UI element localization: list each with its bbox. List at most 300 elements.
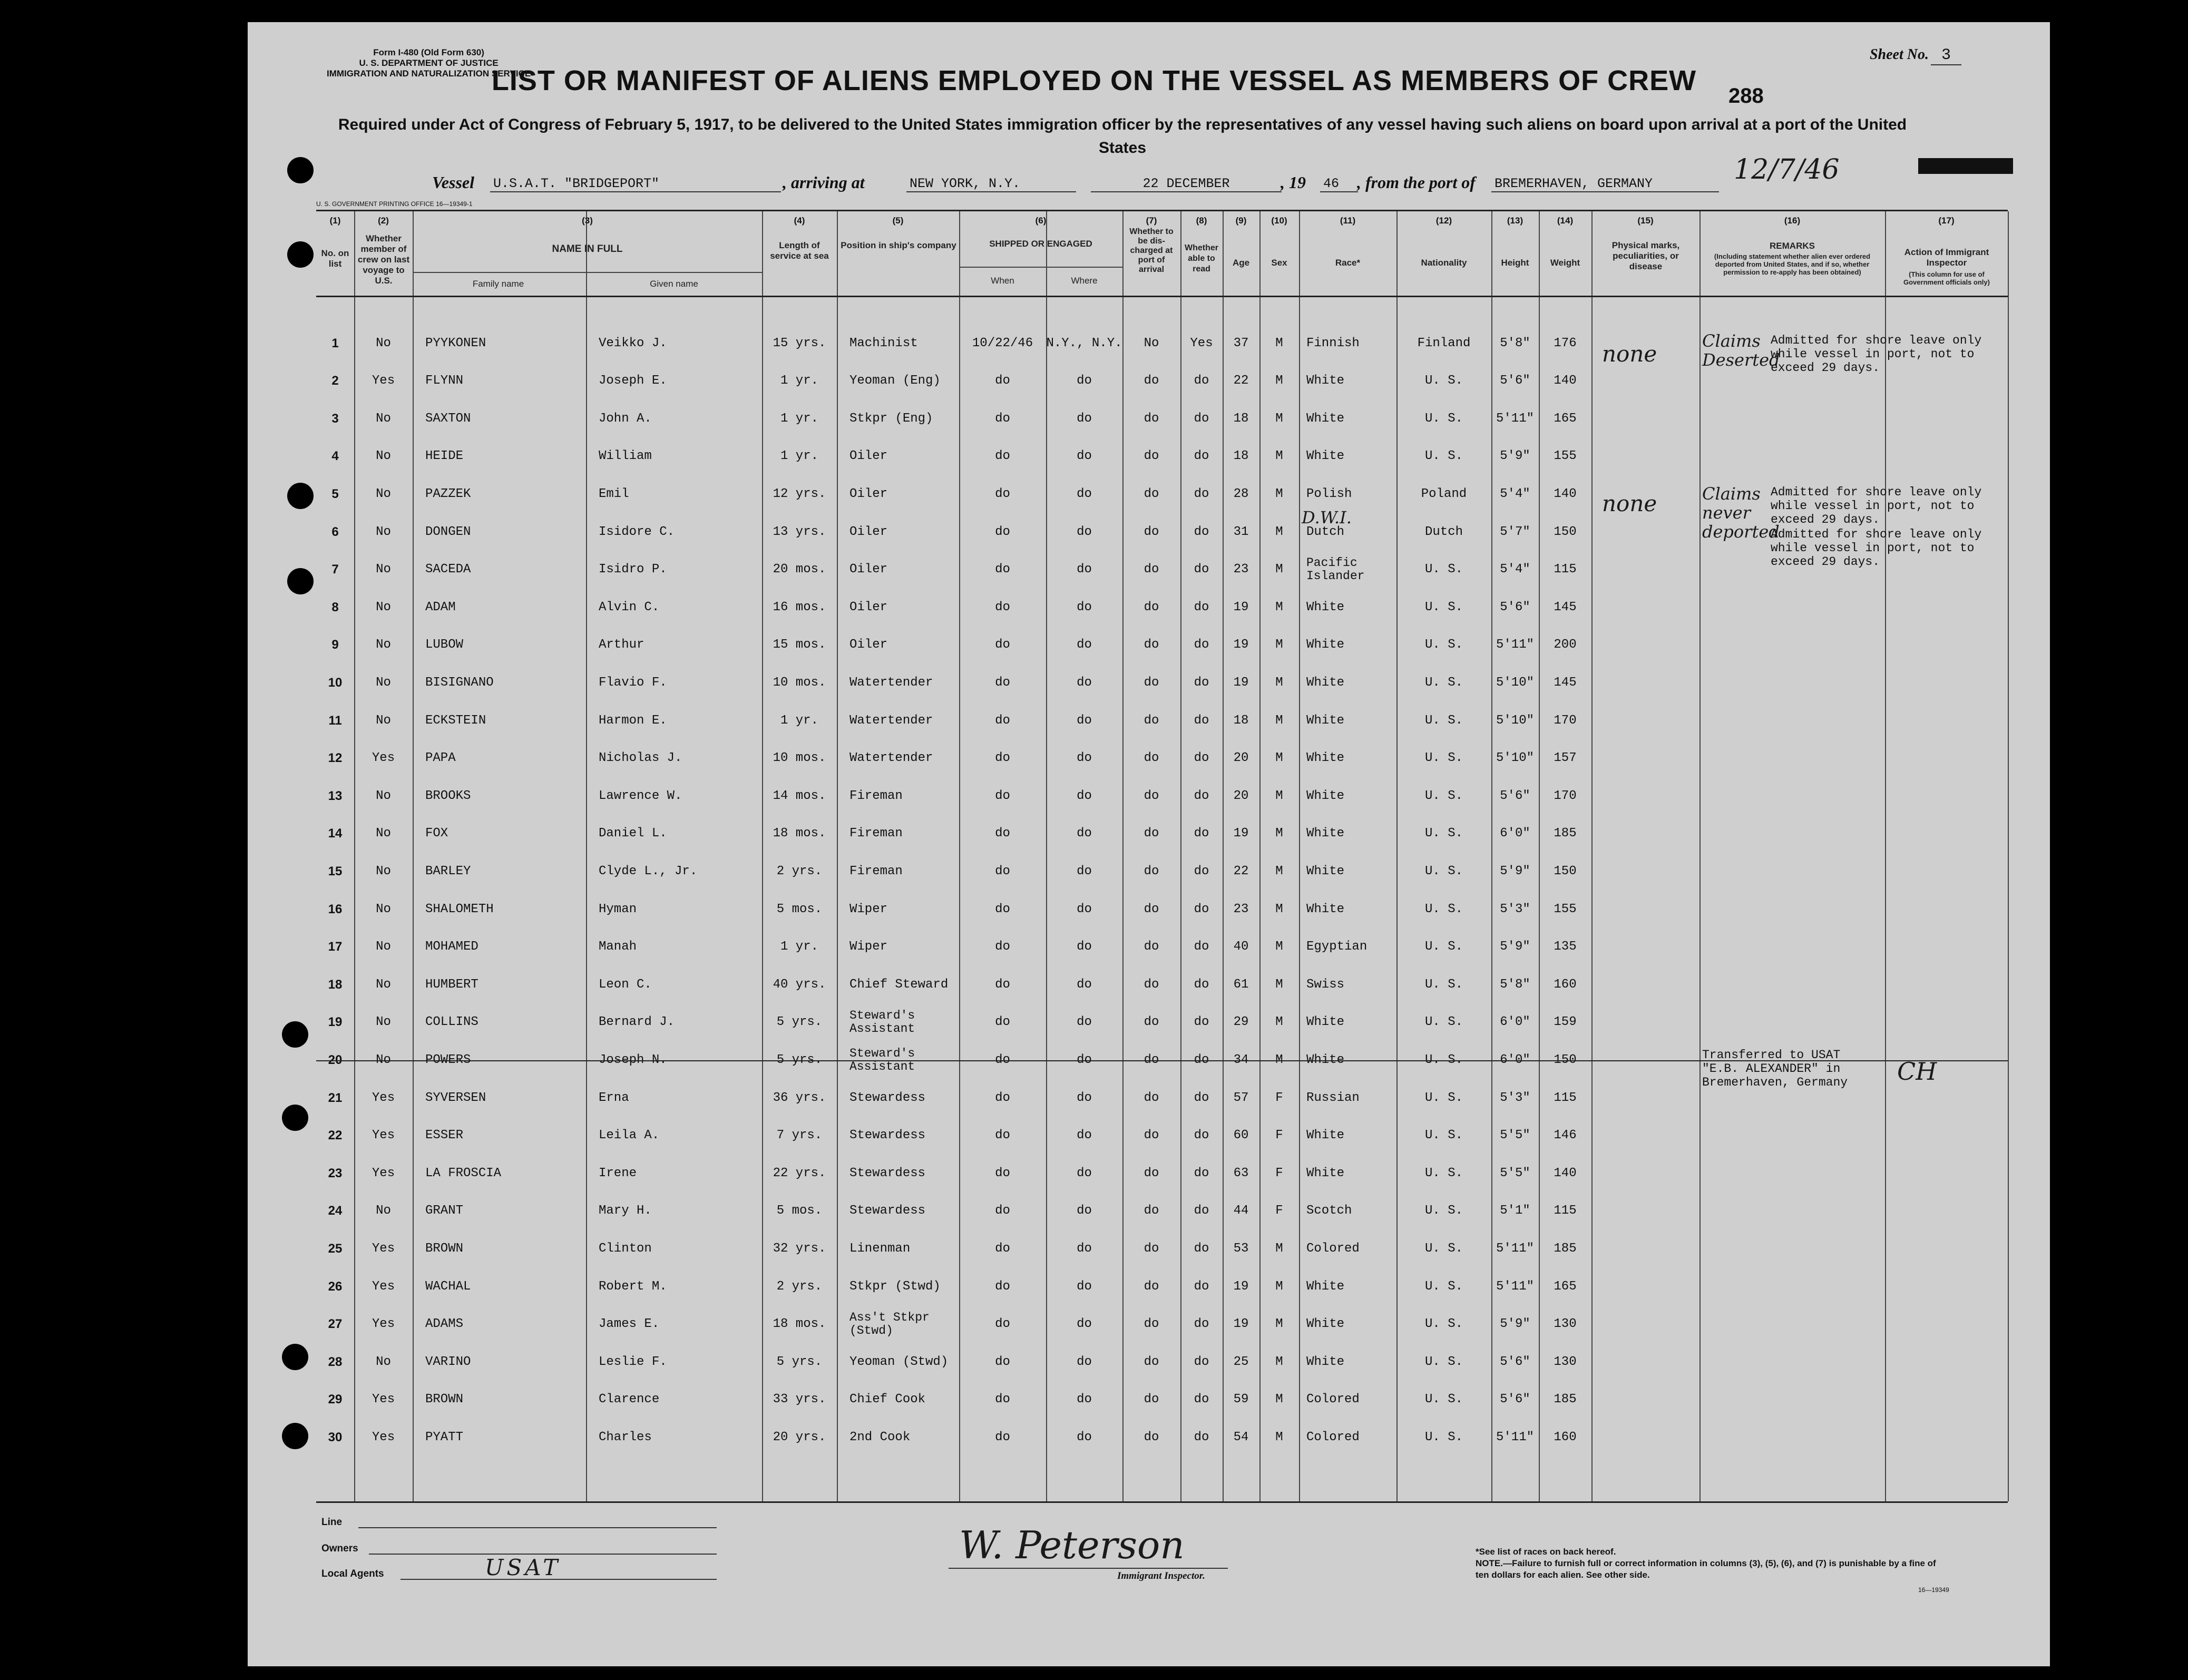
cell-given: Alvin C.: [599, 600, 660, 614]
cell-race: Colored: [1306, 1430, 1360, 1444]
arriving-label: , arriving at: [783, 173, 865, 192]
cell-where: do: [1077, 1166, 1092, 1180]
cell-given: Leon C.: [599, 977, 652, 992]
cell-disch: do: [1144, 600, 1159, 614]
cell-no: 11: [328, 713, 342, 728]
cell-length: 18 mos.: [773, 1317, 826, 1332]
cell-sex: M: [1275, 1317, 1283, 1332]
cell-when: do: [995, 788, 1010, 803]
table-row: [316, 1419, 2008, 1456]
cell-age: 23: [1233, 562, 1249, 577]
cell-race: White: [1306, 902, 1345, 916]
cell-where: do: [1077, 713, 1092, 728]
cell-position: Linenman: [849, 1241, 911, 1256]
vessel-name: U.S.A.T. "BRIDGEPORT": [490, 176, 781, 192]
cell-nat: U. S.: [1424, 1052, 1463, 1067]
cell-weight: 115: [1554, 562, 1577, 577]
cell-height: 5'11": [1496, 1241, 1534, 1256]
cell-nat: Dutch: [1424, 524, 1463, 539]
cell-disch: do: [1144, 977, 1159, 992]
cell-sex: M: [1275, 1430, 1283, 1444]
cell-family: ESSER: [425, 1128, 464, 1143]
cell-position: Machinist: [849, 336, 918, 350]
cell-given: Bernard J.: [599, 1015, 675, 1030]
cell-nat: U. S.: [1424, 826, 1463, 841]
cell-position: Watertender: [849, 751, 933, 766]
cell-read: do: [1194, 562, 1209, 577]
cell-disch: do: [1144, 374, 1159, 388]
cell-sex: M: [1275, 638, 1283, 652]
cell-last: No: [376, 713, 391, 728]
cell-no: 9: [331, 638, 339, 652]
cell-race: Dutch: [1306, 524, 1345, 539]
cell-where: do: [1077, 486, 1092, 501]
cell-read: do: [1194, 1354, 1209, 1369]
cell-no: 25: [328, 1241, 343, 1256]
cell-last: No: [376, 562, 391, 577]
cell-read: do: [1194, 902, 1209, 916]
table-row: [316, 853, 2008, 890]
cell-disch: do: [1144, 751, 1159, 766]
cell-race: Colored: [1306, 1241, 1360, 1256]
cell-length: 7 yrs.: [776, 1128, 823, 1143]
cell-where: do: [1077, 1279, 1092, 1294]
punch-hole: [287, 241, 314, 268]
col-num-10: (10): [1271, 216, 1287, 226]
cell-race: White: [1306, 374, 1345, 388]
cell-when: do: [995, 524, 1010, 539]
cell-read: do: [1194, 675, 1209, 690]
cell-last: No: [376, 638, 391, 652]
table-row: [316, 966, 2008, 1003]
cell-last: No: [376, 902, 391, 916]
cell-given: Leila A.: [599, 1128, 660, 1143]
cell-last: No: [376, 486, 391, 501]
punch-hole: [282, 1423, 308, 1449]
cell-age: 29: [1233, 1015, 1249, 1030]
cell-nat: Poland: [1421, 486, 1467, 501]
table-row: [316, 400, 2008, 437]
cell-where: do: [1077, 638, 1092, 652]
cell-last: Yes: [372, 1128, 395, 1143]
cell-position: Stkpr (Stwd): [849, 1279, 941, 1294]
cell-family: SACEDA: [425, 562, 471, 577]
cell-age: 44: [1233, 1204, 1249, 1218]
col-num-9: (9): [1235, 216, 1247, 226]
table-row: [316, 777, 2008, 815]
cell-last: Yes: [372, 1241, 395, 1256]
cell-where: N.Y., N.Y.: [1046, 336, 1122, 350]
cell-height: 5'11": [1496, 411, 1534, 426]
cell-age: 22: [1233, 864, 1249, 878]
cell-given: Clyde L., Jr.: [599, 864, 698, 878]
cell-where: do: [1077, 1430, 1092, 1444]
cell-last: No: [376, 788, 391, 803]
cell-where: do: [1077, 524, 1092, 539]
cell-length: 5 mos.: [776, 902, 823, 916]
cell-position: Oiler: [849, 562, 888, 577]
footer-note: [1476, 1546, 1939, 1581]
cell-where: do: [1077, 1015, 1092, 1030]
punch-hole: [282, 1021, 308, 1048]
cell-length: 2 yrs.: [776, 864, 823, 878]
cell-disch: do: [1144, 1354, 1159, 1369]
cell-given: Veikko J.: [599, 336, 667, 350]
cell-when: do: [995, 751, 1010, 766]
cell-disch: do: [1144, 1166, 1159, 1180]
cell-race: White: [1306, 1279, 1345, 1294]
transfer-remark-row20: Transferred to USAT "E.B. ALEXANDER" in Bremerhaven, Germany: [1702, 1048, 1848, 1089]
cell-position: Oiler: [849, 524, 888, 539]
cell-sex: M: [1275, 788, 1283, 803]
cell-disch: No: [1144, 336, 1159, 350]
cell-read: do: [1194, 374, 1209, 388]
cell-no: 23: [328, 1166, 343, 1180]
cell-race: Pacific Islander: [1306, 556, 1365, 583]
cell-position: 2nd Cook: [849, 1430, 911, 1444]
cell-no: 1: [331, 336, 339, 350]
cell-race: White: [1306, 1015, 1345, 1030]
cell-length: 18 mos.: [773, 826, 826, 841]
cell-given: Isidro P.: [599, 562, 667, 577]
inspector-signature: W. Peterson: [959, 1523, 1185, 1567]
cell-nat: U. S.: [1424, 1430, 1463, 1444]
cell-family: FLYNN: [425, 374, 464, 388]
cell-weight: 185: [1554, 1392, 1577, 1407]
cell-given: Nicholas J.: [599, 751, 682, 766]
cell-race: White: [1306, 751, 1345, 766]
cell-height: 5'9": [1500, 940, 1530, 954]
cell-sex: F: [1275, 1128, 1283, 1143]
service-name: IMMIGRATION AND NATURALIZATION SERVICE: [327, 69, 531, 79]
cell-length: 1 yr.: [780, 374, 818, 388]
cell-last: Yes: [372, 1392, 395, 1407]
cell-position: Stewardess: [849, 1128, 926, 1143]
sheet-label: Sheet No.: [1869, 46, 1929, 63]
cell-position: Stewardess: [849, 1166, 926, 1180]
cell-no: 8: [331, 600, 339, 614]
cell-sex: F: [1275, 1166, 1283, 1180]
col-num-1: (1): [329, 216, 341, 226]
header-shipped-engaged: SHIPPED OR ENGAGED: [989, 239, 1092, 249]
cell-weight: 185: [1554, 1241, 1577, 1256]
cell-nat: U. S.: [1424, 374, 1463, 388]
cell-family: LA FROSCIA: [425, 1166, 502, 1180]
table-row: [316, 740, 2008, 777]
cell-where: do: [1077, 1241, 1092, 1256]
cell-disch: do: [1144, 675, 1159, 690]
cell-sex: M: [1275, 977, 1283, 992]
cell-nat: U. S.: [1424, 1392, 1463, 1407]
cell-family: BISIGNANO: [425, 675, 494, 690]
cell-position: Yeoman (Stwd): [849, 1354, 949, 1369]
punch-hole: [287, 483, 314, 509]
cell-disch: do: [1144, 1317, 1159, 1332]
col-num-4: (4): [794, 216, 805, 226]
cell-when: 10/22/46: [972, 336, 1033, 350]
col-num-14: (14): [1557, 216, 1574, 226]
cell-family: SYVERSEN: [425, 1090, 486, 1105]
cell-last: No: [376, 826, 391, 841]
cell-age: 53: [1233, 1241, 1249, 1256]
cell-last: No: [376, 675, 391, 690]
cell-position: Stewardess: [849, 1204, 926, 1218]
cell-no: 17: [328, 940, 343, 954]
cell-height: 6'0": [1500, 826, 1530, 841]
cell-position: Stewardess: [849, 1090, 926, 1105]
table-row: [316, 438, 2008, 475]
cell-family: LUBOW: [425, 638, 464, 652]
cell-no: 7: [331, 562, 339, 577]
cell-height: 5'7": [1500, 524, 1530, 539]
cell-given: Joseph N.: [599, 1052, 667, 1067]
header-discharged: Whether to be dis-charged at port of arrival: [1129, 227, 1174, 274]
cell-age: 57: [1233, 1090, 1249, 1105]
cell-height: 5'9": [1500, 449, 1530, 464]
col-num-8: (8): [1196, 216, 1207, 226]
cell-race: White: [1306, 713, 1345, 728]
cell-family: ADAM: [425, 600, 456, 614]
arrival-date: 22 DECEMBER: [1091, 176, 1282, 192]
cell-nat: U. S.: [1424, 1204, 1463, 1218]
cell-family: BROWN: [425, 1241, 464, 1256]
cell-when: do: [995, 1204, 1010, 1218]
cell-weight: 200: [1554, 638, 1577, 652]
owners-label: Owners: [321, 1543, 358, 1554]
page-subtitle: Required under Act of Congress of February 5, 1917, to be delivered to the United States immigration officer by the representatives of any vessel having such aliens on board upon arrival at a port of the United States: [338, 116, 1907, 157]
table-row: [316, 1230, 2008, 1267]
cell-no: 5: [331, 486, 339, 501]
cell-read: do: [1194, 713, 1209, 728]
cell-when: do: [995, 638, 1010, 652]
cell-race: White: [1306, 411, 1345, 426]
sheet-value: 3: [1931, 46, 1961, 65]
cell-weight: 115: [1554, 1204, 1577, 1218]
cell-last: No: [376, 940, 391, 954]
cell-no: 19: [328, 1015, 343, 1030]
cell-length: 14 mos.: [773, 788, 826, 803]
cell-where: do: [1077, 1317, 1092, 1332]
cell-last: Yes: [372, 1317, 395, 1332]
cell-where: do: [1077, 826, 1092, 841]
cell-when: do: [995, 675, 1010, 690]
cell-when: do: [995, 864, 1010, 878]
cell-disch: do: [1144, 562, 1159, 577]
cell-where: do: [1077, 411, 1092, 426]
cell-height: 6'0": [1500, 1052, 1530, 1067]
cell-given: Charles: [599, 1430, 652, 1444]
cell-read: do: [1194, 600, 1209, 614]
cell-race: White: [1306, 1317, 1345, 1332]
handwritten-remark-row5: Claims never deported: [1702, 484, 1780, 542]
cell-when: do: [995, 1241, 1010, 1256]
cell-no: 21: [328, 1090, 343, 1105]
cell-family: BROWN: [425, 1392, 464, 1407]
cell-read: do: [1194, 638, 1209, 652]
col-num-5: (5): [892, 216, 904, 226]
cell-last: Yes: [372, 1090, 395, 1105]
header-physical-marks: Physical marks, peculiarities, or disease: [1611, 240, 1680, 271]
cell-last: Yes: [372, 1279, 395, 1294]
col-num-3: (3): [582, 216, 593, 226]
cell-race: White: [1306, 788, 1345, 803]
cell-sex: M: [1275, 1279, 1283, 1294]
cell-read: do: [1194, 826, 1209, 841]
table-row: [316, 1117, 2008, 1155]
cell-position: Steward's Assistant: [849, 1009, 915, 1036]
cell-no: 24: [328, 1204, 343, 1218]
cell-sex: M: [1275, 902, 1283, 916]
cell-weight: 160: [1554, 1430, 1577, 1444]
cell-age: 59: [1233, 1392, 1249, 1407]
cell-nat: U. S.: [1424, 902, 1463, 916]
cell-race: White: [1306, 449, 1345, 464]
cell-no: 4: [331, 449, 339, 464]
cell-when: do: [995, 1166, 1010, 1180]
cell-disch: do: [1144, 1430, 1159, 1444]
col-num-7: (7): [1146, 216, 1157, 226]
cell-weight: 165: [1554, 1279, 1577, 1294]
col-num-6: (6): [1035, 216, 1047, 226]
cell-nat: U. S.: [1424, 1090, 1463, 1105]
table-row: [316, 589, 2008, 626]
cell-weight: 130: [1554, 1354, 1577, 1369]
local-agents-value: USAT: [485, 1555, 561, 1580]
cell-where: do: [1077, 1204, 1092, 1218]
cell-weight: 145: [1554, 675, 1577, 690]
cell-weight: 155: [1554, 449, 1577, 464]
cell-sex: M: [1275, 486, 1283, 501]
cell-weight: 140: [1554, 1166, 1577, 1180]
cell-nat: U. S.: [1424, 411, 1463, 426]
cell-height: 5'6": [1500, 1392, 1530, 1407]
cell-given: Leslie F.: [599, 1354, 667, 1369]
cell-last: No: [376, 977, 391, 992]
cell-where: do: [1077, 1354, 1092, 1369]
cell-age: 18: [1233, 411, 1249, 426]
cell-read: do: [1194, 788, 1209, 803]
cell-read: do: [1194, 1279, 1209, 1294]
col-num-17: (17): [1938, 216, 1955, 226]
cell-length: 15 mos.: [773, 638, 826, 652]
cell-race: White: [1306, 638, 1345, 652]
from-port-label: , from the port of: [1357, 173, 1476, 192]
cell-age: 54: [1233, 1430, 1249, 1444]
cell-age: 19: [1233, 826, 1249, 841]
cell-no: 16: [328, 902, 343, 916]
cell-age: 19: [1233, 675, 1249, 690]
cell-nat: U. S.: [1424, 449, 1463, 464]
cell-given: Isidore C.: [599, 524, 675, 539]
cell-given: Clinton: [599, 1241, 652, 1256]
cell-no: 18: [328, 977, 343, 992]
cell-given: Joseph E.: [599, 374, 667, 388]
table-row: [316, 929, 2008, 966]
table-row: [316, 1155, 2008, 1192]
cell-where: do: [1077, 1128, 1092, 1143]
cell-position: Fireman: [849, 788, 903, 803]
header-name-in-full: NAME IN FULL: [552, 243, 623, 255]
cell-no: 20: [328, 1052, 343, 1067]
cell-family: PAZZEK: [425, 486, 471, 501]
cell-weight: 140: [1554, 374, 1577, 388]
year-label: , 19: [1281, 173, 1306, 192]
cell-age: 61: [1233, 977, 1249, 992]
table-row: [316, 702, 2008, 739]
cell-height: 5'8": [1500, 977, 1530, 992]
cell-position: Chief Steward: [849, 977, 949, 992]
cell-disch: do: [1144, 1204, 1159, 1218]
cell-family: SHALOMETH: [425, 902, 494, 916]
cell-weight: 176: [1554, 336, 1577, 350]
cell-age: 60: [1233, 1128, 1249, 1143]
cell-height: 5'6": [1500, 374, 1530, 388]
cell-family: POWERS: [425, 1052, 471, 1067]
cell-height: 5'10": [1496, 751, 1534, 766]
cell-sex: M: [1275, 524, 1283, 539]
cell-age: 19: [1233, 638, 1249, 652]
cell-last: No: [376, 449, 391, 464]
cell-read: do: [1194, 940, 1209, 954]
cell-sex: M: [1275, 826, 1283, 841]
cell-race: Scotch: [1306, 1204, 1352, 1218]
cell-sex: M: [1275, 1052, 1283, 1067]
cell-read: do: [1194, 1317, 1209, 1332]
cell-family: HUMBERT: [425, 977, 478, 992]
redaction-mark: [1918, 158, 2013, 174]
cell-no: 13: [328, 788, 343, 803]
cell-when: do: [995, 1279, 1010, 1294]
cell-position: Oiler: [849, 486, 888, 501]
header-last-voyage: Whether member of crew on last voyage to U.S.: [357, 233, 410, 286]
cell-given: Lawrence W.: [599, 788, 682, 803]
cell-position: Stkpr (Eng): [849, 411, 933, 426]
cell-given: James E.: [599, 1317, 660, 1332]
cell-disch: do: [1144, 713, 1159, 728]
cell-last: Yes: [372, 1166, 395, 1180]
cell-given: Harmon E.: [599, 713, 667, 728]
cell-age: 63: [1233, 1166, 1249, 1180]
races-note: *See list of races on back hereof.: [1476, 1547, 1616, 1557]
cell-race: White: [1306, 864, 1345, 878]
cell-race: White: [1306, 1128, 1345, 1143]
sheet-number: [1870, 46, 1961, 64]
cell-age: 25: [1233, 1354, 1249, 1369]
cell-nat: U. S.: [1424, 638, 1463, 652]
cell-nat: U. S.: [1424, 864, 1463, 878]
cell-weight: 160: [1554, 977, 1577, 992]
cell-read: do: [1194, 751, 1209, 766]
cell-where: do: [1077, 374, 1092, 388]
line-label: Line: [321, 1517, 343, 1528]
action-note-row6: Admitted for shore leave only while vessel in port, not to exceed 29 days.: [1771, 528, 1982, 569]
cell-no: 2: [331, 374, 339, 388]
cell-no: 22: [328, 1128, 343, 1143]
cell-when: do: [995, 1317, 1010, 1332]
cell-where: do: [1077, 751, 1092, 766]
cell-weight: 135: [1554, 940, 1577, 954]
cell-family: SAXTON: [425, 411, 471, 426]
cell-length: 40 yrs.: [773, 977, 826, 992]
cell-when: do: [995, 902, 1010, 916]
cell-position: Chief Cook: [849, 1392, 926, 1407]
cell-race: Egyptian: [1306, 940, 1368, 954]
cell-sex: M: [1275, 675, 1283, 690]
handwritten-race-row6: D.W.I.: [1302, 507, 1352, 528]
penalty-note: NOTE.—Failure to furnish full or correct information in columns (3), (5), (6), and (7) is punishable by a fine of ten dollars for each alien. See other side.: [1476, 1558, 1936, 1580]
cell-weight: 150: [1554, 864, 1577, 878]
cell-where: do: [1077, 449, 1092, 464]
